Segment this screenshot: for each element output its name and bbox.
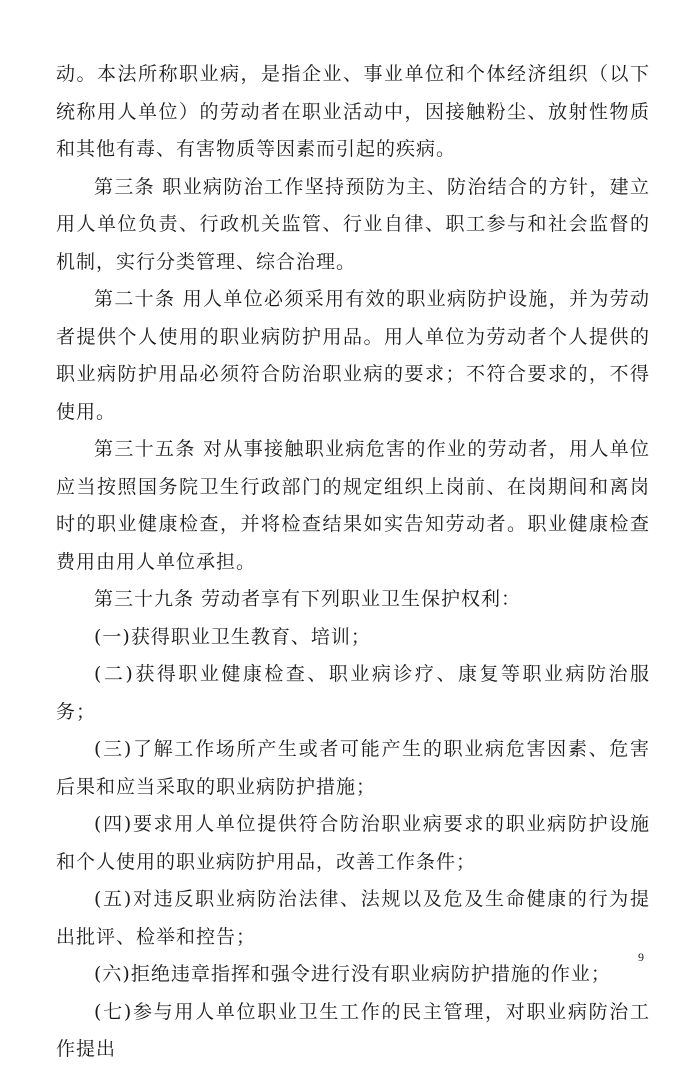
list-item-7: (七)参与用人单位职业卫生工作的民主管理，对职业病防治工作提出 <box>56 1000 650 1060</box>
paragraph-article-20: 第二十条 用人单位必须采用有效的职业病防护设施，并为劳动者提供个人使用的职业病防护用品。用人单位为劳动者个人提供的职业病防护用品必须符合防治职业病的要求；不符合要求的，不得使用。 <box>56 288 650 423</box>
paragraph-article-39: 第三十九条 劳动者享有下列职业卫生保护权利： <box>94 588 522 610</box>
list-item-1: (一)获得职业卫生教育、培训； <box>94 625 371 648</box>
document-body <box>56 56 650 1069</box>
paragraph-article-3: 第三条 职业病防治工作坚持预防为主、防治结合的方针，建立用人单位负责、行政机关监管、行业自律、职工参与和社会监督的机制，实行分类管理、综合治理。 <box>56 175 650 273</box>
paragraph-article-35: 第三十五条 对从事接触职业病危害的作业的劳动者，用人单位应当按照国务院卫生行政部门的规定组织上岗前、在岗期间和离岗时的职业健康检查，并将检查结果如实告知劳动者。职业健康检查费用由用人单位承担。 <box>56 438 650 573</box>
page-number: 9 <box>638 950 644 964</box>
list-item-6: (六)拒绝违章指挥和强令进行没有职业病防护措施的作业； <box>94 963 611 985</box>
paragraph-continuation: 动。本法所称职业病，是指企业、事业单位和个体经济组织（以下统称用人单位）的劳动者在职业活动中，因接触粉尘、放射性物质和其他有毒、有害物质等因素而引起的疾病。 <box>56 63 650 160</box>
list-item-4: (四)要求用人单位提供符合防治职业病要求的职业病防护设施和个人使用的职业病防护用品，改善工作条件； <box>56 813 650 873</box>
list-item-3: (三)了解工作场所产生或者可能产生的职业病危害因素、危害后果和应当采取的职业病防护措施； <box>56 738 650 798</box>
list-item-2: (二)获得职业健康检查、职业病诊疗、康复等职业病防治服务； <box>56 663 650 723</box>
list-item-5: (五)对违反职业病防治法律、法规以及危及生命健康的行为提出批评、检举和控告； <box>56 888 650 948</box>
